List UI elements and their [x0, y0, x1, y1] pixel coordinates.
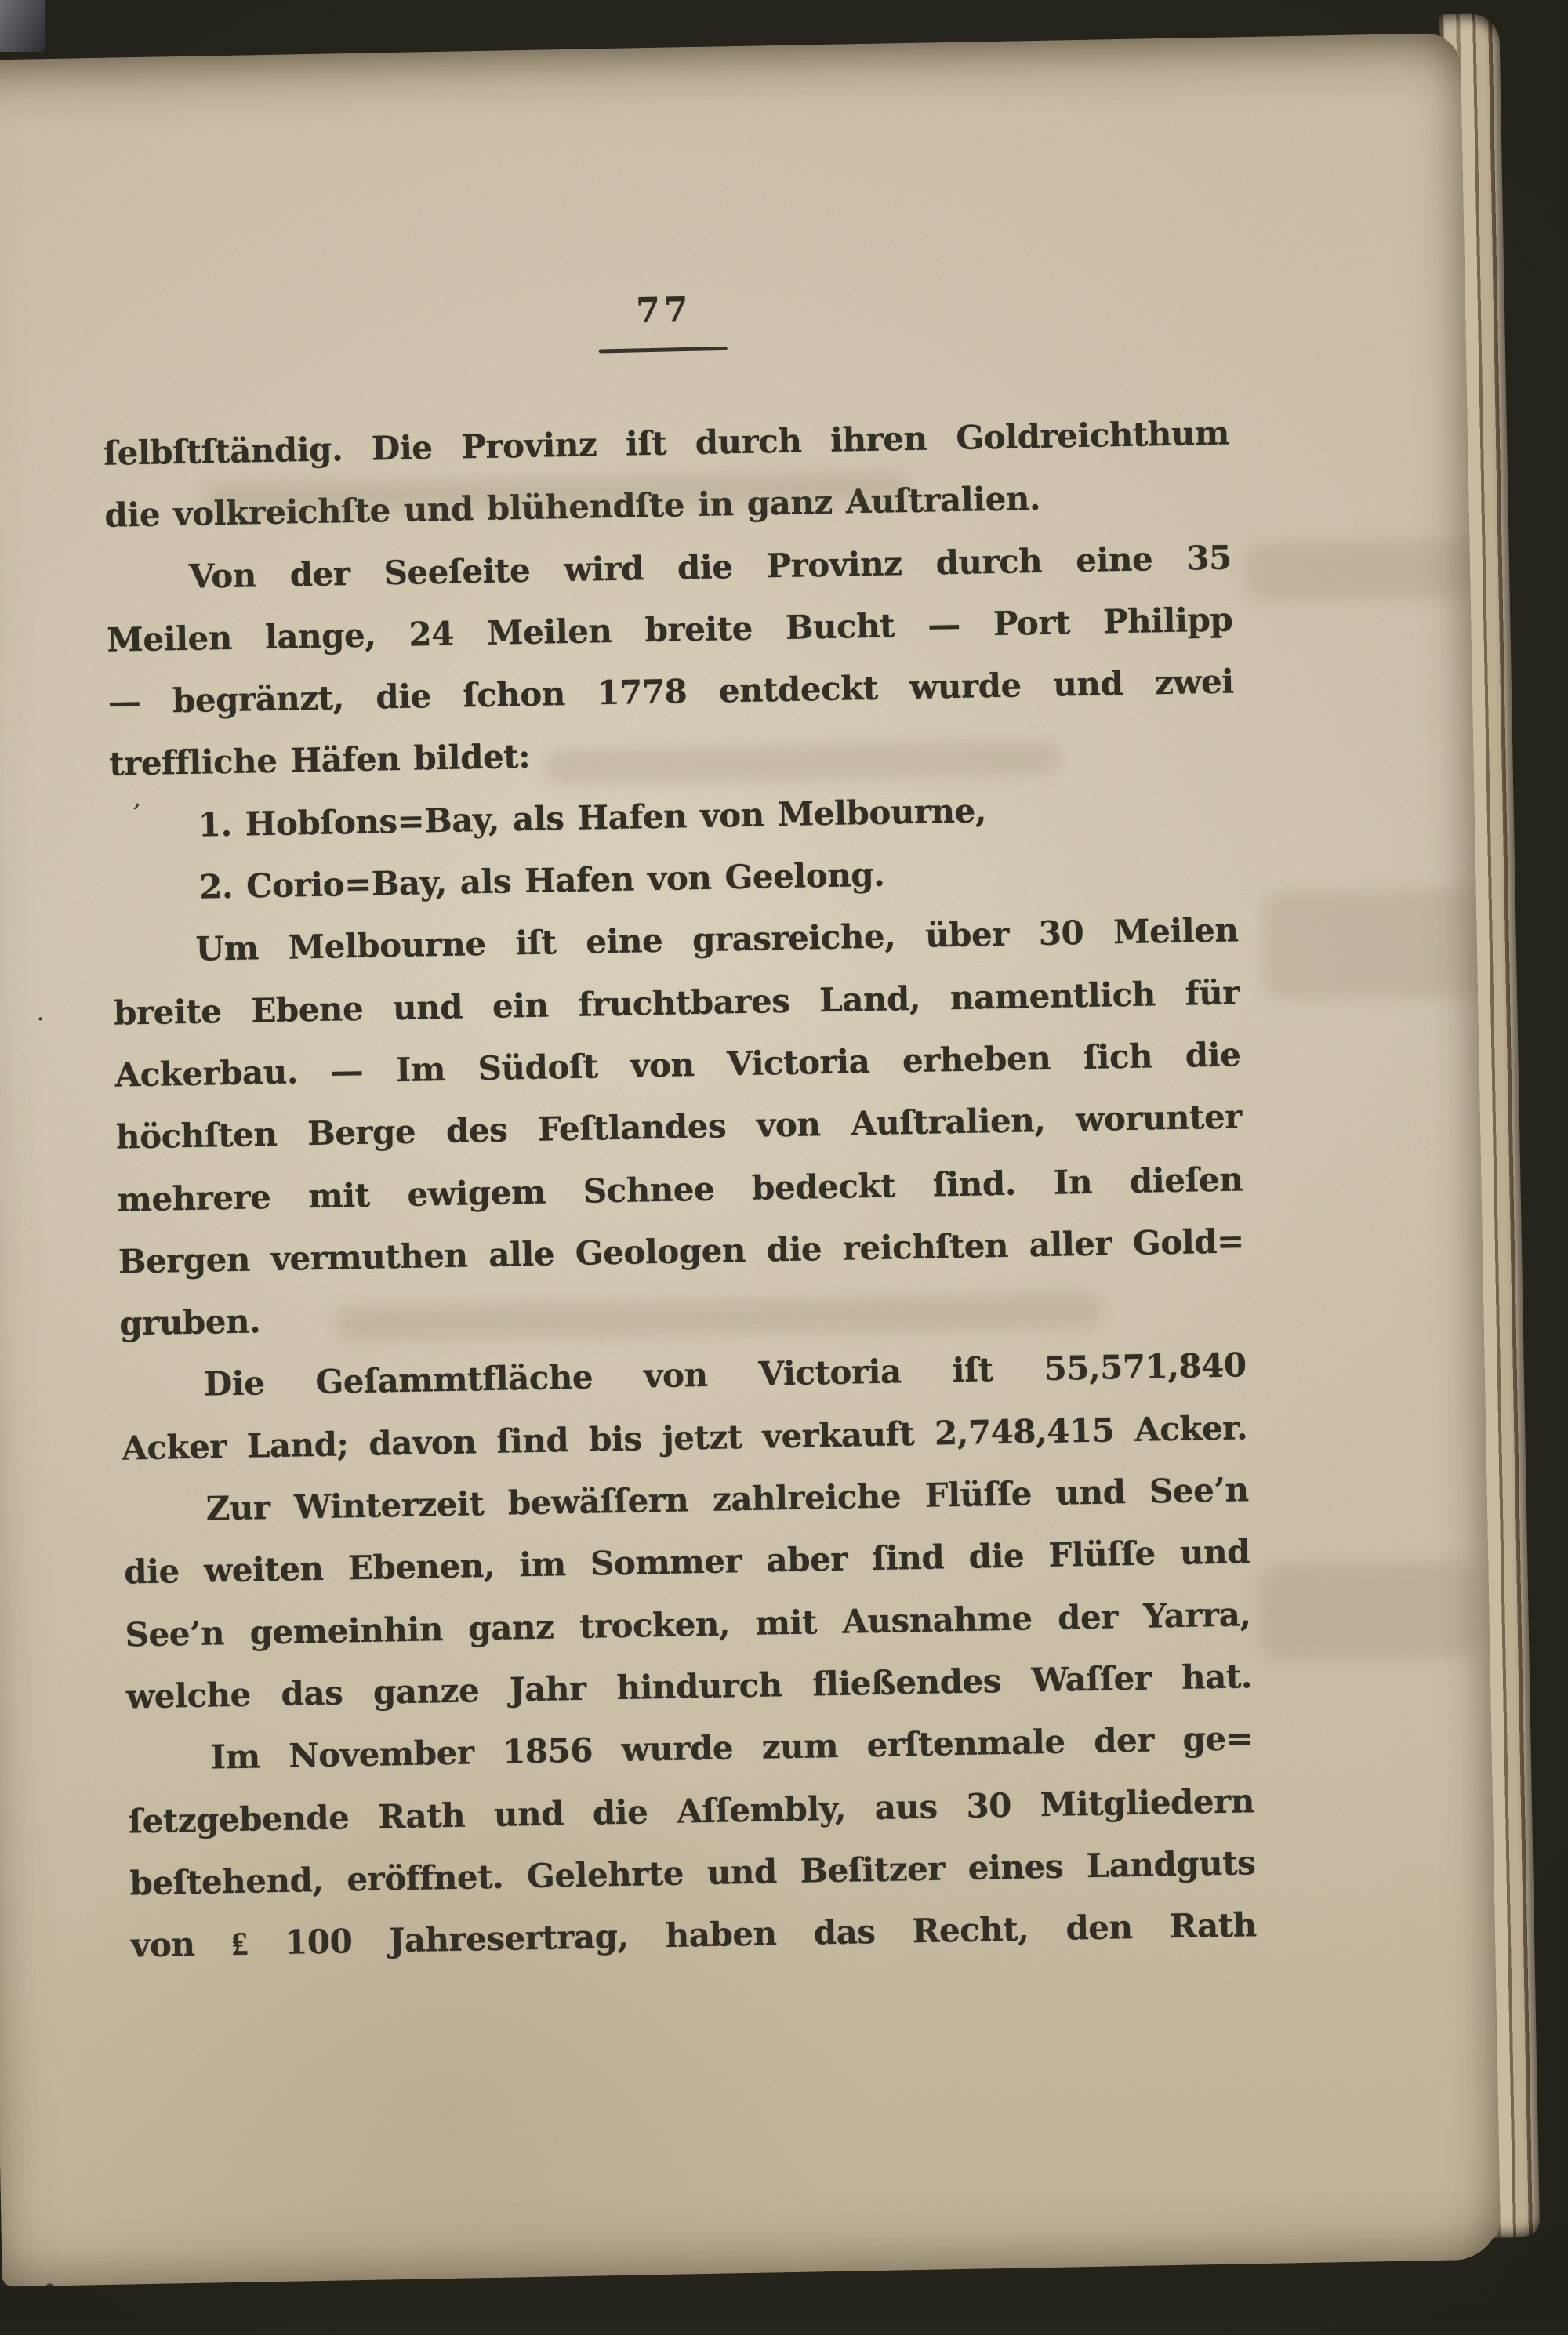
bleed-through-smudge	[1259, 1562, 1480, 1660]
text-line: Im November 1856 wurde zum erſtenmale der ge=	[210, 1719, 1254, 1777]
text-line: Die Geſammtfläche von Victoria iſt 55,571,840	[203, 1345, 1247, 1404]
ink-speck	[38, 1017, 42, 1020]
text-line: Von der Seeſeite wird die Provinz durch eine 35	[188, 538, 1232, 596]
text-line: höchſten Berge des Feſtlandes von Auſtralien, worunter	[115, 1097, 1243, 1157]
text-line: — begränzt, die ſchon 1778 entdeckt wurde und zwei	[107, 662, 1235, 721]
text-line: Ackerbau. — Im Südoſt von Victoria erheben ſich die	[114, 1035, 1241, 1095]
stray-ink-mark: ’	[127, 797, 143, 830]
text-line: treffliche Häfen bildet:	[108, 737, 531, 784]
text-line: von ₤ 100 Jahresertrag, haben das Recht, den Rath	[130, 1905, 1258, 1965]
text-line: Bergen vermuthen alle Geologen die reichſten aller Gold=	[118, 1222, 1245, 1281]
text-line: breite Ebene und ein fruchtbares Land, namentlich für	[113, 973, 1240, 1033]
list-item-line: 2. Corio=Bay, als Hafen von Geelong.	[198, 855, 885, 906]
text-line: ſelbſtſtändig. Die Provinz iſt durch ihren Goldreichthum	[103, 413, 1230, 473]
text-line: Acker Land; davon ſind bis jetzt verkauft 2,748,415 Acker.	[121, 1408, 1248, 1468]
text-line: Meilen lange, 24 Meilen breite Bucht — Port Philipp	[106, 600, 1233, 659]
text-line: Zur Winterzeit bewäſſern zahlreiche Flüſſe und See’n	[205, 1470, 1249, 1528]
text-line: welche das ganze Jahr hindurch fließendes Waſſer hat.	[125, 1657, 1253, 1716]
text-line: die weiten Ebenen, im Sommer aber ſind die Flüſſe und	[123, 1532, 1250, 1592]
text-line: mehrere mit ewigem Schnee bedeckt ſind. In dieſen	[117, 1159, 1243, 1219]
text-line: Um Melbourne iſt eine grasreiche, über 30 Meilen	[195, 910, 1239, 969]
ink-speck	[46, 2283, 53, 2286]
text-line: die volkreichſte und blühendſte in ganz Auſtralien.	[104, 479, 1041, 536]
text-line: beſtehend, eröffnet. Gelehrte und Beſitzer eines Landguts	[129, 1843, 1256, 1903]
page-number-rule	[599, 347, 728, 354]
text-line: gruben.	[118, 1302, 261, 1343]
text-line: See’n gemeinhin ganz trocken, mit Ausnahme der Yarra,	[125, 1594, 1251, 1654]
text-line: ſetzgebende Rath und die Aſſembly, aus 30 Mitgliedern	[128, 1781, 1255, 1841]
bleed-through-smudge	[1263, 887, 1501, 1000]
list-item-line: 1. Hobſons=Bay, als Hafen von Melbourne,	[198, 791, 987, 844]
book-page	[0, 33, 1501, 2287]
page-number: 77	[635, 290, 692, 332]
bleed-through-smudge	[1245, 539, 1481, 601]
text-block	[103, 401, 1257, 1976]
